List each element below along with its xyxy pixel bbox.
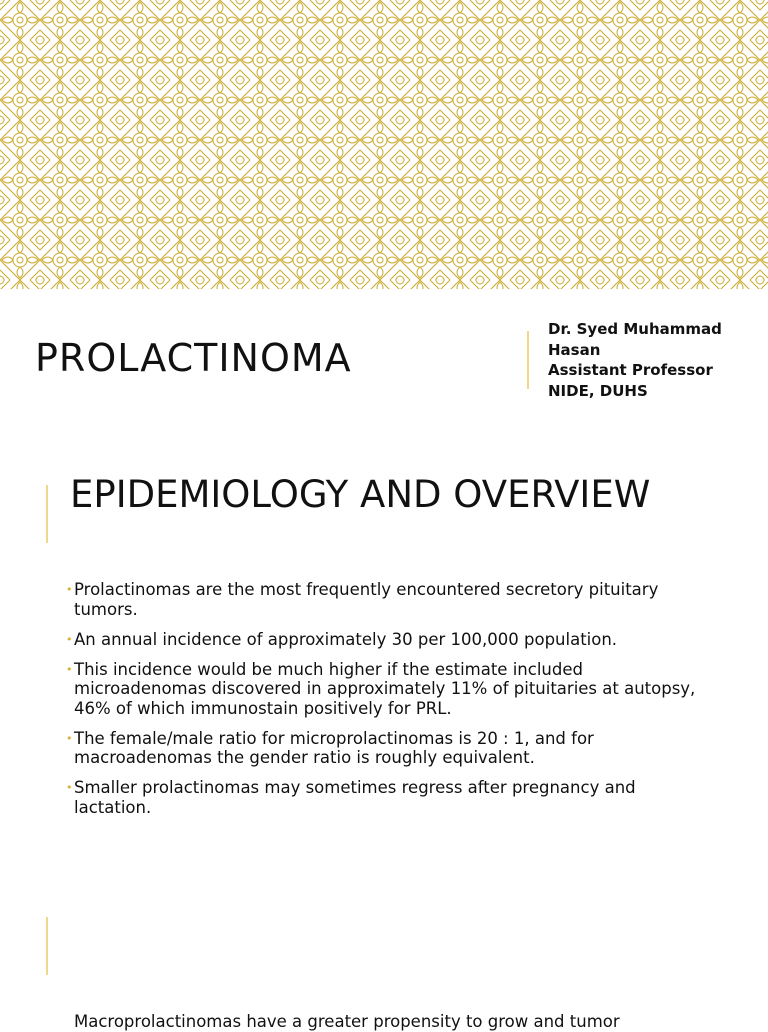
epidemiology-slide (0, 419, 768, 899)
bullet-icon: • (66, 731, 73, 745)
bullet-icon: • (66, 662, 73, 676)
author-line: Assistant Professor (548, 361, 713, 379)
bullet-item (66, 580, 696, 619)
accent-divider (527, 331, 529, 389)
slide-body-text: Macroprolactinomas have a greater propensity to grow and tumor (74, 1012, 620, 1031)
bullet-icon: • (66, 583, 73, 596)
presentation-title: PROLACTINOMA (35, 336, 352, 380)
bullet-icon: • (66, 781, 73, 794)
author-line: NIDE, DUHS (548, 381, 648, 400)
bullet-item (66, 660, 696, 719)
author-line: Dr. Syed Muhammad (548, 320, 722, 338)
accent-divider (46, 485, 48, 543)
title-slide (0, 289, 768, 419)
bullet-list (66, 580, 696, 828)
bullet-text: This incidence would be much higher if the estimate included microadenomas discovered in approximately 11% of pituitaries at autopsy, 46% of which immunostain positively for PRL. (74, 659, 696, 718)
accent-divider (46, 917, 48, 975)
bullet-item (66, 778, 696, 817)
author-line: Hasan (548, 340, 601, 359)
bullet-item (66, 729, 696, 768)
bullet-text: The female/male ratio for microprolactinomas is 20 : 1, and for macroadenomas the gender ratio is roughly equivalent. (74, 728, 594, 767)
bullet-text: Smaller prolactinomas may sometimes regress after pregnancy and lactation. (74, 778, 636, 817)
decorative-pattern-banner (0, 0, 768, 289)
bullet-text: An annual incidence of approximately 30 per 100,000 population. (74, 629, 618, 649)
bullet-icon: • (66, 632, 73, 646)
bullet-item (66, 630, 696, 650)
author-info (548, 319, 722, 401)
bullet-text: Prolactinomas are the most frequently encountered secretory pituitary tumors. (74, 580, 659, 619)
next-slide-partial (0, 899, 768, 1031)
slide-heading: EPIDEMIOLOGY AND OVERVIEW (70, 473, 651, 516)
